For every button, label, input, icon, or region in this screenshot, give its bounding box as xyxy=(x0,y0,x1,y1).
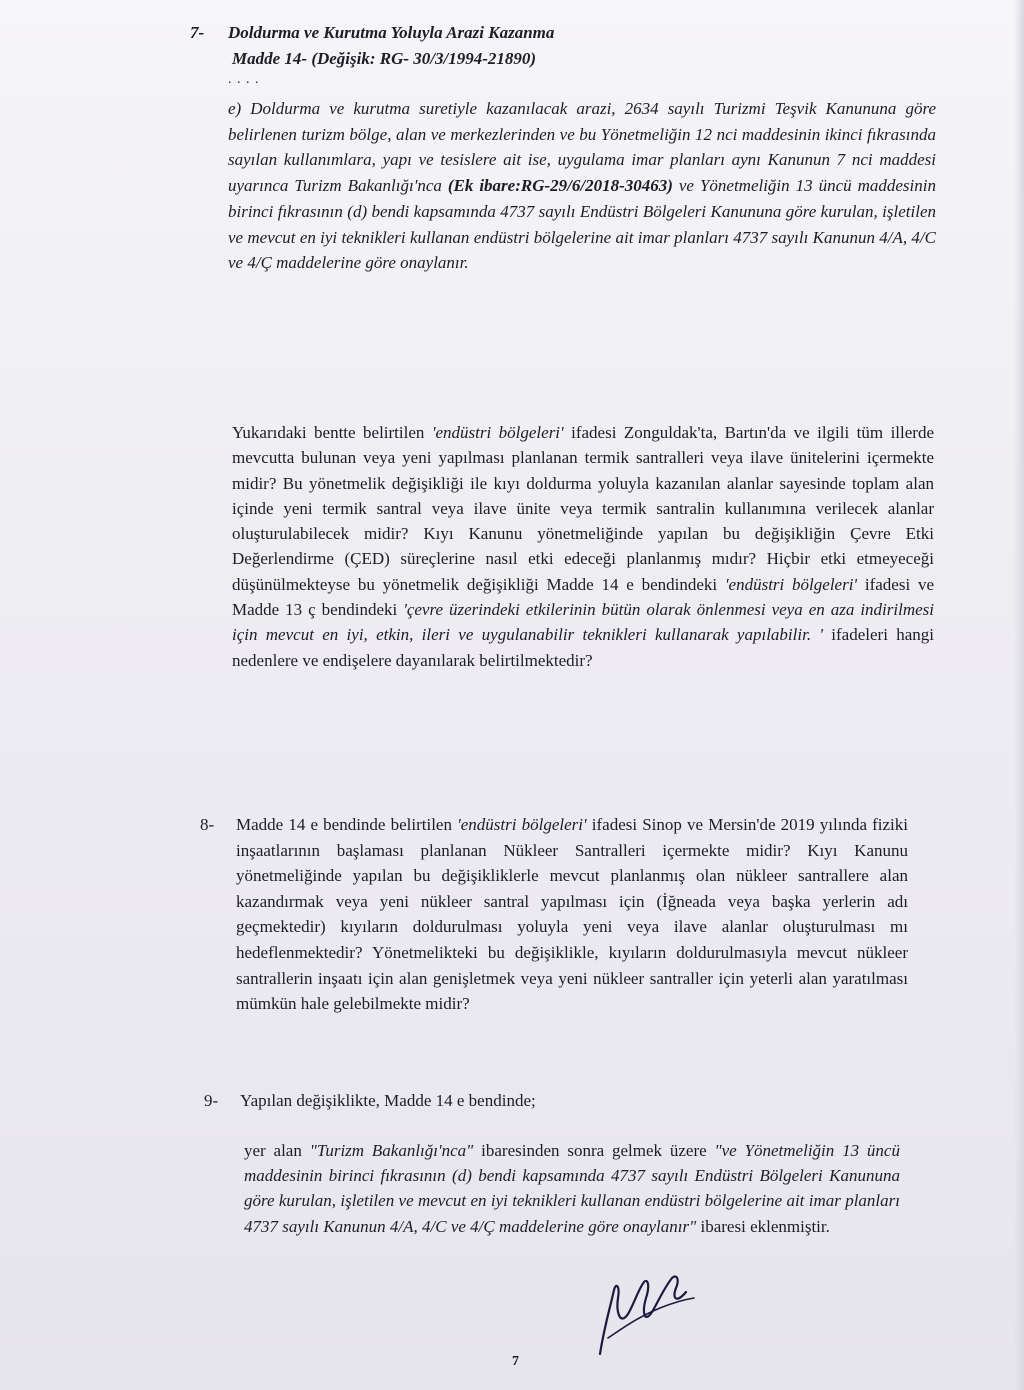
handwritten-signature xyxy=(590,1268,700,1358)
item-7-article-reference: Madde 14- (Değişik: RG- 30/3/1994-21890) xyxy=(232,49,537,68)
item-8-number: 8- xyxy=(200,815,215,834)
item-7-text-g: ifadeleri hangi nedenlere ve endişelere dayanılarak belirtilmektedir? xyxy=(232,625,934,670)
item-7-italic-b: 'endüstri bölgeleri' xyxy=(431,423,564,442)
quoted-clause-amendment-ref: (Ek ibare:RG-29/6/2018-30463) xyxy=(447,176,673,196)
page-number: 7 xyxy=(512,1354,519,1369)
page-edge-shadow xyxy=(1014,0,1024,1390)
item-8-italic: 'endüstri bölgeleri' xyxy=(457,815,587,834)
item-7-title: Doldurma ve Kurutma Yoluyla Arazi Kazanma xyxy=(228,23,555,42)
item-9-italic-1: "Turizm Bakanlığı'nca" xyxy=(309,1141,474,1160)
quoted-clause-text-1: e) Doldurma ve kurutma suretiyle kazanılacak arazi, 2634 sayılı Turizmi Teşvik Kanununa göre belirlenen turizm bölge, alan ve merkezlerinden ve bu Yönetmeliğin 12 nci maddesinin ikinci fıkrasında sayılan kullanımlara, yapı ve tesislere ait ise, uygulama imar planları aynı Kanunun 7 nci maddesi uyarınca Turizm Bakanlığı'nca xyxy=(228,99,936,196)
item-8-text-2: ifadesi Sinop ve Mersin'de 2019 yılında fiziki inşaatlarının başlaması planlanan Nükleer Santralleri içermekte midir? Kıyı Kanunu yönetmeliğinde yapılan bu değişikliklerle mevcut planlanmış olan nükleer santrallere alan kazandırmak veya yeni nükleer santral yapılması için (İğneada veya başka yerlerin adı geçmektedir) kıyıların doldurulması yoluyla yeni veya ilave alanlar oluşturulması mı hedeflenmektedir? Yönetmelikteki bu değişiklikle, kıyıların doldurulmasıyla mevcut nükleer santrallerin inşaatı için alan genişletmek veya yeni nükleer santraller için yeterli alan yaratılması mümkün hale gelebilmekte midir? xyxy=(236,815,908,1014)
quoted-clause-text-2: ve Yönetmeliğin 13 üncü maddesinin birinci fıkrasının (d) bendi kapsamında 4737 sayılı Endüstri Bölgeleri Kanununa göre kurulan, işletilen ve mevcut en iyi teknikleri kullanan endüstri bölgelerine ait imar planları 4737 sayılı Kanunun 4/A, 4/C ve 4/Ç maddelerine göre onaylanır. xyxy=(228,176,936,273)
item-8-text-1: Madde 14 e bendinde belirtilen xyxy=(236,815,458,834)
item-7-heading xyxy=(190,20,890,45)
item-9-number: 9- xyxy=(204,1091,219,1110)
omission-marker: . . . . xyxy=(228,72,260,87)
item-9-text-1: yer alan xyxy=(244,1141,310,1160)
item-8-paragraph xyxy=(200,812,908,1017)
item-7-italic-d: 'endüstri bölgeleri' xyxy=(724,574,858,594)
item-9-italic-2: "ve Yönetmeliğin 13 üncü maddesinin birinci fıkrasının (d) bendi kapsamında 4737 sayılı Endüstri Bölgeleri Kanununa göre kurulan, işletilen ve mevcut en iyi teknikleri kullanan endüstri bölgelerine ait imar planları 4737 sayılı Kanunun 4/A, 4/C ve 4/Ç maddelerine göre onaylanır" xyxy=(244,1141,900,1236)
item-9-heading-text: Yapılan değişiklikte, Madde 14 e bendinde; xyxy=(240,1091,536,1110)
item-9-body xyxy=(244,1138,900,1239)
item-7-text-c: ifadesi Zonguldak'ta, Bartın'da ve ilgili tüm illerde mevcutta bulunan veya yeni yapılması planlanan termik santralleri veya ilave ünitelerini içermekte midir? Bu yönetmelik değişikliği ile kıyı doldurma yoluyla kazanılan alanlar sayesinde toplam alan içinde yeni termik santral veya ilave ünite veya termik santralin kullanımına verilecek alanlar oluşturulabilecek midir? Kıyı Kanunu yönetmeliğinde yapılan bu değişikliğin Çevre Etki Değerlendirme (ÇED) süreçlerine nasıl etki edeceği planlanmış mıdır? Hiçbir etki etmeyeceği düşünülmekteyse bu yönetmelik değişikliği Madde 14 e bendindeki xyxy=(232,423,934,594)
item-7-italic-f: 'çevre üzerindeki etkilerinin bütün olarak önlenmesi veya en aza indirilmesi için mevcut en iyi, etkin, ileri ve uygulanabilir teknikleri kullanarak yapılabilir. ' xyxy=(232,600,934,645)
item-9-text-3: ibaresi eklenmiştir. xyxy=(696,1216,830,1236)
item-7-quoted-clause xyxy=(228,96,936,276)
item-7-question-paragraph xyxy=(232,420,934,673)
item-7-text-a: Yukarıdaki bentte belirtilen xyxy=(232,423,432,442)
item-7-number: 7- xyxy=(190,23,205,42)
item-9-text-2: ibaresinden sonra gelmek üzere xyxy=(473,1141,715,1160)
item-9-heading xyxy=(204,1088,900,1114)
item-7-text-e: ifadesi ve Madde 13 ç bendindeki xyxy=(232,574,935,620)
